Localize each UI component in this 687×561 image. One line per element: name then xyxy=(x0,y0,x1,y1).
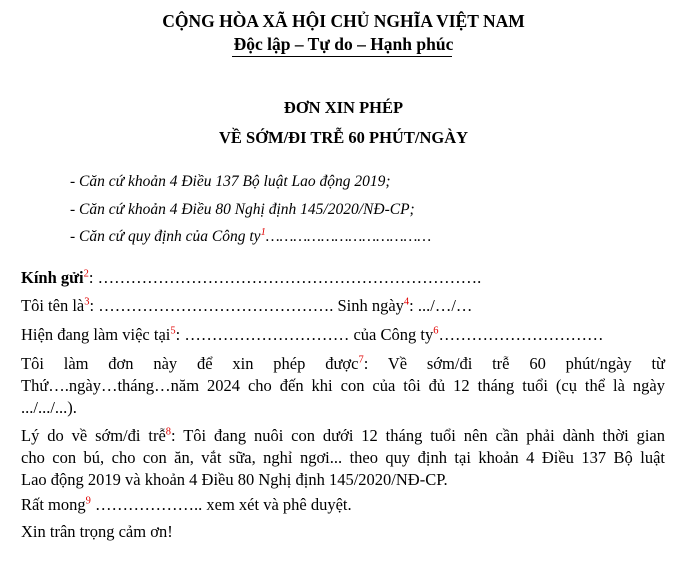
request-line-2: Thứ….ngày…tháng…năm 2024 cho đến khi con của tôi đủ 12 tháng tuổi (cụ thể là ngày xyxy=(21,376,665,395)
footnote-marker: 6 xyxy=(433,325,439,337)
request-line-1 xyxy=(21,353,665,375)
approval-text: ……………….. xem xét và phê duyệt. xyxy=(90,495,352,514)
approval-request-line xyxy=(21,494,352,516)
thanks-line: Xin trân trọng cảm ơn! xyxy=(21,522,173,541)
approval-lead: Rất mong xyxy=(21,495,86,514)
dob-blank: : .../…/… xyxy=(409,296,473,315)
request-lead: Tôi làm đơn này để xin phép được xyxy=(21,354,359,373)
recipient-blank: : ……………………………………………………………. xyxy=(88,268,482,287)
reason-line-3: Lao động 2019 và khoản 4 Điều 80 Nghị định 145/2020/NĐ-CP. xyxy=(21,470,448,489)
reason-paragraph xyxy=(21,425,665,491)
recipient-line xyxy=(21,267,481,289)
request-text: : Về sớm/đi trễ 60 phút/ngày từ xyxy=(363,354,665,373)
footnote-marker: 3 xyxy=(84,296,90,308)
name-blank: : ……………………………………. Sinh ngày xyxy=(89,296,404,315)
name-line xyxy=(21,295,472,317)
blank-field: ……………………………… xyxy=(265,228,432,245)
recipient-label: Kính gửi xyxy=(21,268,84,287)
reason-line-1 xyxy=(21,425,665,447)
reason-text: : Tôi đang nuôi con dưới 12 tháng tuổi nên cần phải dành thời gian xyxy=(171,426,665,445)
reason-line-2: cho con bú, cho con ăn, vắt sữa, nghỉ ngơi... theo quy định tại khoản 4 Điều 137 Bộ luật xyxy=(21,448,665,467)
motto-underline xyxy=(232,56,452,57)
legal-basis-text: - Căn cứ quy định của Công ty xyxy=(70,228,261,245)
footnote-marker: 4 xyxy=(403,296,410,308)
company-blank: ………………………… xyxy=(438,325,604,344)
legal-basis-item xyxy=(70,227,431,247)
footnote-marker: 8 xyxy=(165,426,172,438)
document-subtitle: VỀ SỚM/ĐI TRỄ 60 PHÚT/NGÀY xyxy=(218,128,469,147)
legal-basis-item: - Căn cứ khoản 4 Điều 137 Bộ luật Lao động 2019; xyxy=(70,173,391,190)
footnote-marker: 2 xyxy=(83,268,89,280)
reason-lead: Lý do về sớm/đi trễ xyxy=(21,426,166,445)
request-line-3: .../.../...). xyxy=(21,398,77,417)
footnote-marker: 5 xyxy=(170,325,176,337)
request-paragraph xyxy=(21,353,665,419)
workplace-line xyxy=(21,324,603,346)
footnote-marker: 9 xyxy=(85,495,91,507)
legal-basis-item: - Căn cứ khoản 4 Điều 80 Nghị định 145/2020/NĐ-CP; xyxy=(70,201,415,218)
document-title: ĐƠN XIN PHÉP xyxy=(283,98,404,117)
motto: Độc lập – Tự do – Hạnh phúc xyxy=(233,34,454,54)
footnote-marker: 7 xyxy=(358,354,364,366)
national-title: CỘNG HÒA XÃ HỘI CHỦ NGHĨA VIỆT NAM xyxy=(162,11,525,31)
workplace-label: Hiện đang làm việc tại xyxy=(21,325,171,344)
name-label: Tôi tên là xyxy=(21,296,85,315)
workplace-blank: : ………………………… của Công ty xyxy=(175,325,434,344)
footnote-marker: 1 xyxy=(260,226,266,238)
